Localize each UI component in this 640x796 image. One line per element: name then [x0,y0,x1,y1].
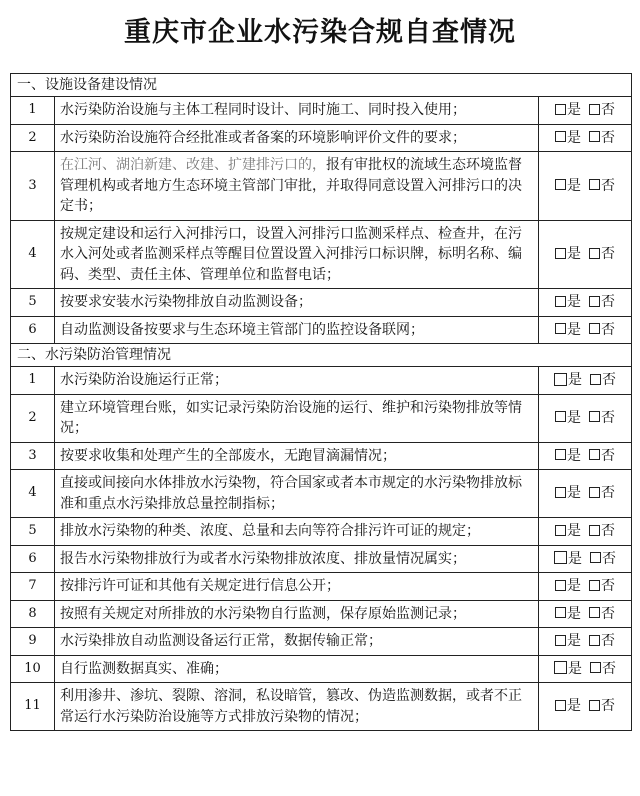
yes-label: 是 [567,485,581,502]
item-text-main: 按要求安装水污染物排放自动监测设备； [60,294,312,310]
item-text [55,545,539,573]
item-text-main: 按照有关规定对所排放的水污染物自行监测，保存原始监测记录； [60,605,466,622]
item-text-main: 按排污许可证和其他有关规定进行信息公开； [60,578,340,594]
item-text [55,655,539,683]
no-checkbox[interactable] [590,552,601,563]
yes-no-cell [539,628,632,656]
yes-checkbox[interactable] [555,411,566,422]
yes-label: 是 [567,321,581,338]
table-row [11,518,632,546]
item-text-main: 自动监测设备按要求与生态环境主管部门的监控设备联网； [60,321,424,338]
item-text [55,289,539,317]
no-checkbox[interactable] [589,580,600,591]
yes-checkbox[interactable] [555,296,566,307]
item-text-main: 直接或间接向水体排放水污染物，符合国家或者本市规定的水污染物排放标准和重点水污染排放总量控制指标； [60,475,522,512]
table-row [11,442,632,470]
yes-checkbox[interactable] [555,104,566,115]
item-number: 4 [11,220,55,289]
no-checkbox[interactable] [589,323,600,334]
no-label: 否 [601,523,615,539]
no-checkbox[interactable] [589,525,600,536]
no-checkbox[interactable] [589,248,600,259]
no-label: 否 [601,129,615,146]
no-label: 否 [601,447,615,464]
yes-no-cell [539,394,632,442]
table-row [11,683,632,731]
yes-checkbox[interactable] [555,635,566,646]
item-number: 1 [11,97,55,125]
item-text-main: 自行监测数据真实、准确； [60,660,228,677]
item-number: 3 [11,152,55,221]
table-row [11,124,632,152]
yes-checkbox[interactable] [555,525,566,536]
yes-checkbox[interactable] [555,323,566,334]
item-text [55,518,539,546]
no-label: 否 [601,485,615,502]
item-text-main: 建立环境管理台账，如实记录污染防治设施的运行、维护和污染物排放等情况； [60,399,522,436]
yes-label: 是 [567,246,581,262]
yes-checkbox[interactable] [555,131,566,142]
yes-no-cell [539,367,632,395]
table-row [11,97,632,125]
yes-checkbox[interactable] [555,248,566,259]
table-row [11,289,632,317]
no-label: 否 [602,660,616,677]
no-checkbox[interactable] [589,104,600,115]
section-heading: 二、水污染防治管理情况 [11,344,632,367]
yes-checkbox[interactable] [554,661,567,674]
yes-checkbox[interactable] [554,551,567,564]
yes-label: 是 [567,129,581,146]
item-number: 4 [11,470,55,518]
yes-no-cell [539,600,632,628]
item-text [55,220,539,289]
yes-no-cell [539,518,632,546]
no-label: 否 [601,409,615,426]
item-text-main: 利用渗井、渗坑、裂隙、溶洞，私设暗管，篡改、伪造监测数据，或者不正常运行水污染防治设施等方式排放污染物的情况； [60,688,522,725]
page-title: 重庆市企业水污染合规自查情况 [124,17,516,48]
yes-checkbox[interactable] [555,580,566,591]
yes-label: 是 [567,102,581,118]
item-number: 3 [11,442,55,470]
item-text-main: 排放水污染物的种类、浓度、总量和去向等符合排污许可证的规定； [60,523,480,539]
table-row [11,367,632,395]
yes-label: 是 [567,409,581,426]
item-number: 6 [11,545,55,573]
table-row [11,394,632,442]
item-text [55,124,539,152]
item-text [55,394,539,442]
item-number: 6 [11,316,55,344]
item-text-main: 水污染防治设施符合经批准或者备案的环境影响评价文件的要求； [60,129,466,146]
yes-label: 是 [567,294,581,310]
no-label: 否 [601,605,615,622]
yes-label: 是 [567,633,581,649]
yes-checkbox[interactable] [555,607,566,618]
yes-no-cell [539,683,632,731]
section-heading: 一、设施设备建设情况 [11,74,632,97]
item-number: 10 [11,655,55,683]
table-row [11,628,632,656]
table-row [11,600,632,628]
item-number: 9 [11,628,55,656]
yes-checkbox[interactable] [554,373,567,386]
no-label: 否 [601,578,615,594]
item-text [55,628,539,656]
yes-checkbox[interactable] [555,700,566,711]
table-row [11,316,632,344]
item-text [55,367,539,395]
section-header [11,344,632,367]
item-number: 2 [11,124,55,152]
table-row [11,545,632,573]
yes-label: 是 [567,605,581,622]
yes-label: 是 [567,447,581,464]
item-text-main: 水污染防治设施与主体工程同时设计、同时施工、同时投入使用； [60,102,466,118]
item-text-main: 报告水污染物排放行为或者水污染物排放浓度、排放量情况属实； [60,550,466,567]
yes-label: 是 [568,550,582,567]
item-text-main: 报有审批权的流域生态环境监督管理机构或者地方生态环境主管部门审批，并取得同意设置入河排污口的决定书； [60,157,522,214]
item-text [55,97,539,125]
no-checkbox[interactable] [589,449,600,460]
no-label: 否 [602,372,616,388]
no-label: 否 [602,550,616,567]
item-number: 5 [11,518,55,546]
yes-checkbox[interactable] [555,487,566,498]
yes-label: 是 [568,660,582,677]
yes-no-cell [539,573,632,601]
item-number: 1 [11,367,55,395]
no-label: 否 [601,321,615,338]
yes-label: 是 [568,372,582,388]
item-text [55,600,539,628]
table-row [11,573,632,601]
item-text [55,573,539,601]
item-number: 7 [11,573,55,601]
item-number: 2 [11,394,55,442]
yes-checkbox[interactable] [555,449,566,460]
yes-no-cell [539,316,632,344]
no-checkbox[interactable] [589,296,600,307]
no-checkbox[interactable] [589,179,600,190]
no-label: 否 [601,294,615,310]
item-text [55,683,539,731]
item-text-main: 按要求收集和处理产生的全部废水，无跑冒滴漏情况； [60,447,396,464]
no-checkbox[interactable] [589,487,600,498]
table-row [11,220,632,289]
no-checkbox[interactable] [589,411,600,422]
item-text-grey: 在江河、湖泊新建、改建、扩建排污口的， [60,157,326,173]
item-text-main: 水污染排放自动监测设备运行正常，数据传输正常； [60,633,382,649]
no-label: 否 [601,246,615,262]
item-text [55,442,539,470]
yes-no-cell [539,124,632,152]
no-checkbox[interactable] [589,607,600,618]
yes-no-cell [539,655,632,683]
no-checkbox[interactable] [590,662,601,673]
yes-checkbox[interactable] [555,179,566,190]
no-checkbox[interactable] [590,374,601,385]
item-text [55,152,539,221]
yes-no-cell [539,97,632,125]
item-text [55,316,539,344]
self-check-table [10,73,632,731]
yes-no-cell [539,220,632,289]
yes-no-cell [539,470,632,518]
no-checkbox[interactable] [589,700,600,711]
table-row [11,152,632,221]
table-row [11,655,632,683]
yes-label: 是 [567,698,581,715]
no-checkbox[interactable] [589,131,600,142]
no-label: 否 [601,102,615,118]
yes-label: 是 [567,177,581,194]
item-text [55,470,539,518]
yes-no-cell [539,152,632,221]
no-checkbox[interactable] [589,635,600,646]
section-header [11,74,632,97]
no-label: 否 [601,698,615,715]
item-number: 8 [11,600,55,628]
yes-no-cell [539,545,632,573]
item-number: 11 [11,683,55,731]
yes-label: 是 [567,523,581,539]
table-row [11,470,632,518]
yes-no-cell [539,442,632,470]
no-label: 否 [601,633,615,649]
item-number: 5 [11,289,55,317]
yes-label: 是 [567,578,581,594]
item-text-main: 水污染防治设施运行正常； [60,372,228,388]
yes-no-cell [539,289,632,317]
no-label: 否 [601,177,615,194]
item-text-main: 按规定建设和运行入河排污口，设置入河排污口监测采样点、检查井，在污水入河处或者监测采样点等醒目位置设置入河排污口标识牌，标明名称、编码、类型、责任主体、管理单位和监督电话； [60,225,522,283]
